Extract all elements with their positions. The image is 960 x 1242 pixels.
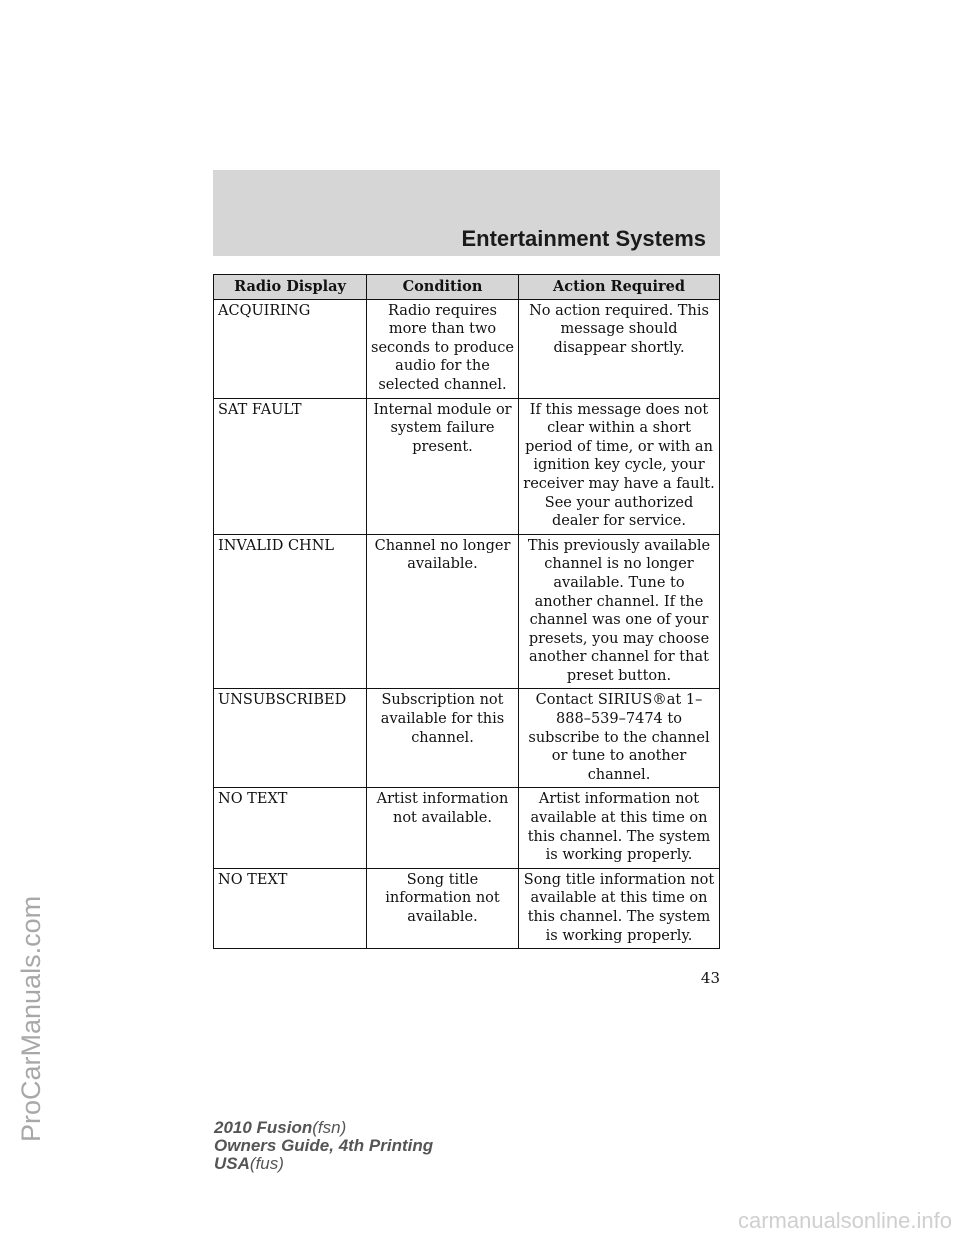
table-row bbox=[214, 788, 720, 868]
cell-action-required: Artist information not available at this time on this channel. The system is working properly. bbox=[519, 788, 720, 868]
radio-display-table bbox=[213, 274, 720, 949]
cell-action-required: If this message does not clear within a short period of time, or with an ignition key cycle, your receiver may have a fault. See your authorized dealer for service. bbox=[519, 398, 720, 534]
table-row bbox=[214, 534, 720, 689]
section-title: Entertainment Systems bbox=[461, 226, 706, 251]
column-header-action-required: Action Required bbox=[519, 275, 720, 300]
table-row bbox=[214, 398, 720, 534]
footer-model-code: (fsn) bbox=[312, 1118, 347, 1137]
section-header-band bbox=[213, 170, 720, 256]
footer-guide-edition: Owners Guide, 4th Printing bbox=[214, 1136, 434, 1155]
bottom-watermark: carmanualsonline.info bbox=[737, 1208, 952, 1233]
footer-model: 2010 Fusion bbox=[214, 1118, 313, 1137]
cell-radio-display: NO TEXT bbox=[214, 788, 367, 868]
footer-line-1 bbox=[214, 1119, 433, 1137]
side-watermark: ProCarManuals.com bbox=[16, 895, 46, 1142]
cell-condition: Artist information not available. bbox=[367, 788, 519, 868]
cell-condition: Radio requires more than two seconds to produce audio for the selected channel. bbox=[367, 299, 519, 398]
column-header-condition: Condition bbox=[367, 275, 519, 300]
page-number: 43 bbox=[700, 969, 720, 987]
cell-radio-display: INVALID CHNL bbox=[214, 534, 367, 689]
cell-condition: Channel no longer available. bbox=[367, 534, 519, 689]
column-header-radio-display: Radio Display bbox=[214, 275, 367, 300]
cell-action-required: This previously available channel is no longer available. Tune to another channel. If the channel was one of your presets, you may choose another channel for that preset button. bbox=[519, 534, 720, 689]
footer-line-3 bbox=[214, 1155, 433, 1173]
table-row bbox=[214, 868, 720, 948]
cell-radio-display: SAT FAULT bbox=[214, 398, 367, 534]
cell-radio-display: UNSUBSCRIBED bbox=[214, 689, 367, 788]
cell-radio-display: NO TEXT bbox=[214, 868, 367, 948]
table-row bbox=[214, 689, 720, 788]
cell-radio-display: ACQUIRING bbox=[214, 299, 367, 398]
cell-action-required: Contact SIRIUS®at 1–888–539–7474 to subscribe to the channel or tune to another channel. bbox=[519, 689, 720, 788]
cell-action-required: No action required. This message should disappear shortly. bbox=[519, 299, 720, 398]
footer-line-2 bbox=[214, 1137, 433, 1155]
cell-action-required: Song title information not available at this time on this channel. The system is working properly. bbox=[519, 868, 720, 948]
footer-market-code: (fus) bbox=[249, 1154, 284, 1173]
footer-market: USA bbox=[214, 1154, 250, 1173]
cell-condition: Subscription not available for this channel. bbox=[367, 689, 519, 788]
cell-condition: Internal module or system failure present. bbox=[367, 398, 519, 534]
document-footer bbox=[214, 1119, 433, 1173]
table-header-row bbox=[214, 275, 720, 300]
table-row bbox=[214, 299, 720, 398]
cell-condition: Song title information not available. bbox=[367, 868, 519, 948]
